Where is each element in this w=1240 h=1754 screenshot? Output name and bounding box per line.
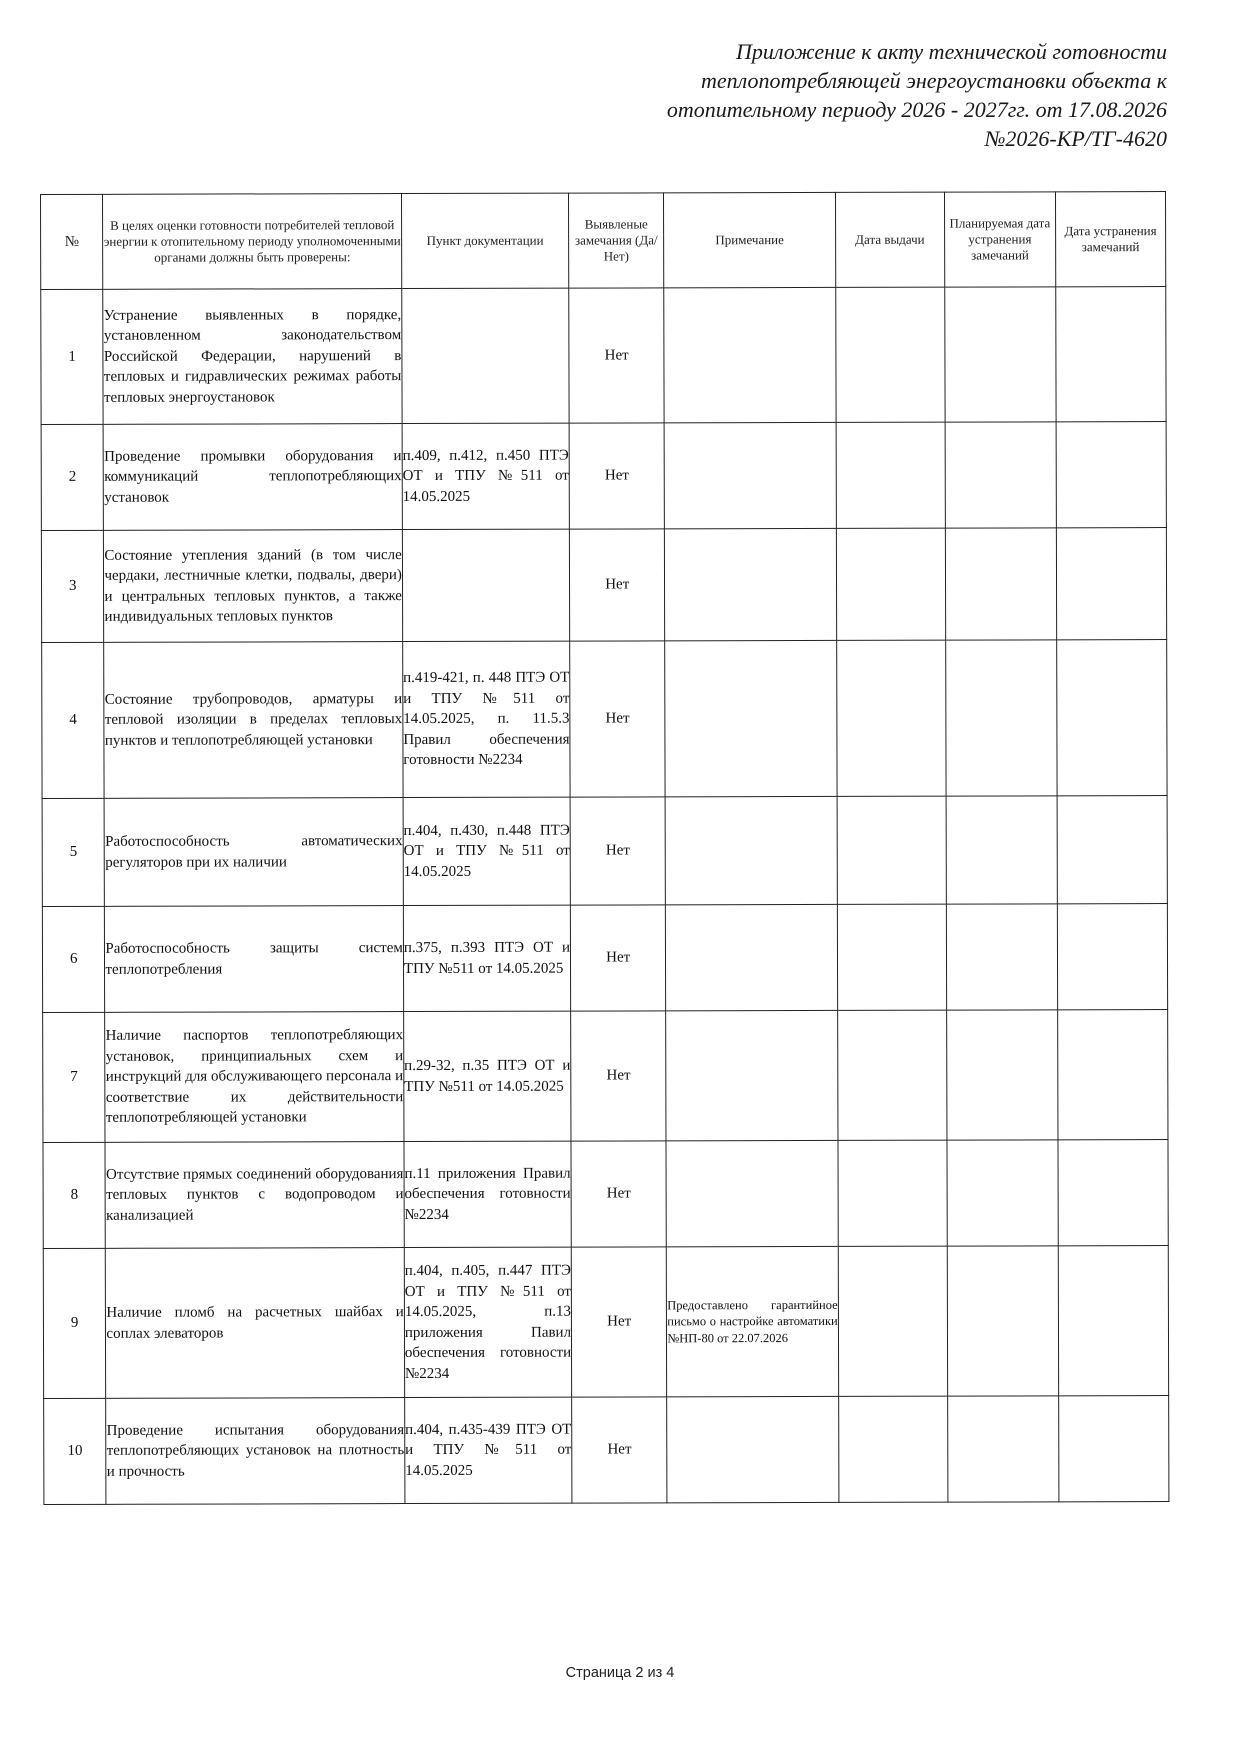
header-line-4: №2026-КР/ТГ-4620 <box>984 126 1167 151</box>
row-issue-date <box>835 287 944 422</box>
row-requirement: Наличие паспортов теплопотребляющих установок, принципиальных схем и инструкций для обслуживающего персонала и соответствие их действительности теплопотребляющей установки <box>105 1012 404 1143</box>
row-issues: Нет <box>569 423 665 529</box>
row-requirement: Отсутствие прямых соединений оборудования тепловых пунктов с водопроводом и канализацией <box>105 1142 404 1249</box>
row-note <box>666 904 838 1010</box>
row-issue-date <box>838 1396 947 1502</box>
row-issues: Нет <box>570 641 666 797</box>
row-doc: п.404, п.405, п.447 ПТЭ ОТ и ТПУ №511 от 14.05.2025, п.13 приложения Павил обеспечения готовности №2234 <box>404 1247 572 1397</box>
row-doc: п.409, п.412, п.450 ПТЭ ОТ и ТПУ №511 от 14.05.2025 <box>402 423 569 529</box>
row-num: 3 <box>41 530 104 642</box>
row-note <box>666 1010 838 1140</box>
row-num: 10 <box>44 1398 107 1504</box>
row-note <box>666 1140 838 1246</box>
header-line-3: отопительному периоду 2026 - 2027гг. от 17.08.2026 <box>666 97 1167 122</box>
row-requirement: Состояние трубопроводов, арматуры и тепловой изоляции в пределах тепловых пунктов и теплопотребляющей установки <box>104 642 403 799</box>
row-note <box>665 796 837 904</box>
row-doc <box>402 288 570 423</box>
row-issues: Нет <box>571 1247 667 1397</box>
row-planned-date <box>946 796 1057 904</box>
row-note <box>665 640 837 796</box>
row-issue-date <box>837 904 946 1010</box>
row-fix-date <box>1058 1140 1168 1246</box>
table-row <box>42 640 1167 799</box>
row-note: Предоставлено гарантийное письмо о настройке автоматики №НП-80 от 22.07.2026 <box>667 1246 839 1396</box>
row-doc <box>402 529 569 641</box>
row-num: 5 <box>42 798 105 906</box>
row-issues: Нет <box>570 905 666 1011</box>
row-requirement: Работоспособность автоматических регуляторов при их наличии <box>105 798 404 907</box>
row-issues: Нет <box>570 797 666 905</box>
row-fix-date <box>1057 904 1167 1010</box>
inspection-table <box>40 191 1169 1505</box>
col-header-note: Примечание <box>664 192 836 287</box>
header-line-1: Приложение к акту технической готовности <box>735 39 1167 64</box>
col-header-num: № <box>41 194 104 289</box>
row-planned-date <box>944 287 1055 422</box>
table-row <box>43 1140 1168 1249</box>
row-planned-date <box>947 1246 1059 1396</box>
row-planned-date <box>947 1140 1058 1246</box>
row-planned-date <box>945 640 1057 796</box>
table-row <box>42 904 1167 1013</box>
row-doc: п.404, п.430, п.448 ПТЭ ОТ и ТПУ №511 от 14.05.2025 <box>403 797 570 905</box>
header-line-2: теплопотребляющей энергоустановки объекта к <box>701 68 1167 93</box>
row-requirement: Устранение выявленных в порядке, установленном законодательством Российской Федерации, нарушений в тепловых и гидравлических режимах работы тепловых энергоустановок <box>103 289 402 425</box>
row-num: 4 <box>42 642 105 798</box>
row-requirement: Наличие пломб на расчетных шайбах и соплах элеваторов <box>106 1248 405 1399</box>
table-row <box>43 1010 1168 1143</box>
row-issues: Нет <box>569 288 665 423</box>
col-header-planned-date: Планируемая дата устранения замечаний <box>944 192 1055 287</box>
col-header-fix-date: Дата устранения замечаний <box>1055 192 1165 287</box>
row-num: 6 <box>42 906 105 1012</box>
row-issue-date <box>836 640 945 796</box>
row-note <box>664 287 836 422</box>
table-row <box>41 422 1166 531</box>
row-fix-date <box>1057 1010 1167 1140</box>
row-note <box>667 1396 839 1502</box>
table-row <box>44 1396 1169 1505</box>
row-fix-date <box>1059 1396 1169 1502</box>
row-doc: п.11 приложения Правил обеспечения готовности №2234 <box>404 1141 571 1247</box>
row-issues: Нет <box>569 529 665 641</box>
row-doc: п.29-32, п.35 ПТЭ ОТ и ТПУ №511 от 14.05.2025 <box>404 1011 572 1141</box>
table-row <box>41 287 1166 425</box>
row-doc: п.375, п.393 ПТЭ ОТ и ТПУ №511 от 14.05.2025 <box>403 905 570 1011</box>
row-fix-date <box>1056 528 1166 640</box>
row-num: 7 <box>43 1012 106 1142</box>
row-doc: п.404, п.435-439 ПТЭ ОТ и ТПУ №511 от 14.05.2025 <box>405 1397 572 1503</box>
row-doc: п.419-421, п. 448 ПТЭ ОТ и ТПУ №511 от 14.05.2025, п. 11.5.3 Правил обеспечения готовности №2234 <box>403 641 571 797</box>
table-row <box>41 528 1166 643</box>
row-issue-date <box>836 528 945 640</box>
page-number: Страница 2 из 4 <box>565 1665 675 1681</box>
row-num: 1 <box>41 289 104 424</box>
table-row <box>42 796 1167 907</box>
row-issue-date <box>836 422 945 528</box>
row-requirement: Состояние утепления зданий (в том числе чердаки, лестничные клетки, подвалы, двери) и центральных тепловых пунктов, а также индивидуальных тепловых пунктов <box>104 530 403 643</box>
row-planned-date <box>947 1396 1058 1502</box>
row-issues: Нет <box>571 1011 667 1141</box>
row-num: 9 <box>43 1248 106 1398</box>
table-row <box>43 1246 1168 1399</box>
row-issues: Нет <box>571 1141 667 1247</box>
col-header-doc: Пункт документации <box>401 193 568 288</box>
row-issue-date <box>837 1010 946 1140</box>
row-num: 8 <box>43 1142 106 1248</box>
table-header-row <box>41 192 1166 290</box>
row-planned-date <box>945 422 1056 528</box>
row-fix-date <box>1056 287 1166 422</box>
row-planned-date <box>945 528 1056 640</box>
row-requirement: Проведение испытания оборудования теплопотребляющих установок на плотность и прочность <box>106 1398 405 1505</box>
row-fix-date <box>1058 1246 1169 1396</box>
row-issue-date <box>837 796 946 904</box>
row-requirement: Работоспособность защиты систем теплопотребления <box>105 906 404 1013</box>
row-issue-date <box>838 1246 947 1396</box>
row-requirement: Проведение промывки оборудования и коммуникаций теплопотребляющих установок <box>104 424 403 531</box>
col-header-issue-date: Дата выдачи <box>835 192 944 287</box>
row-planned-date <box>946 1010 1057 1140</box>
row-issues: Нет <box>572 1397 668 1503</box>
row-fix-date <box>1056 422 1166 528</box>
document-header <box>547 37 1167 153</box>
col-header-requirement: В целях оценки готовности потребителей тепловой энергии к отопительному периоду уполномоченными органами должны быть проверены: <box>103 194 402 290</box>
col-header-issues: Выявленые замечания (Да/Нет) <box>569 193 664 288</box>
row-fix-date <box>1057 796 1167 904</box>
row-note <box>664 422 836 528</box>
row-planned-date <box>946 904 1057 1010</box>
row-note <box>665 528 837 640</box>
row-num: 2 <box>41 424 104 530</box>
row-fix-date <box>1057 640 1168 796</box>
row-issue-date <box>838 1140 947 1246</box>
